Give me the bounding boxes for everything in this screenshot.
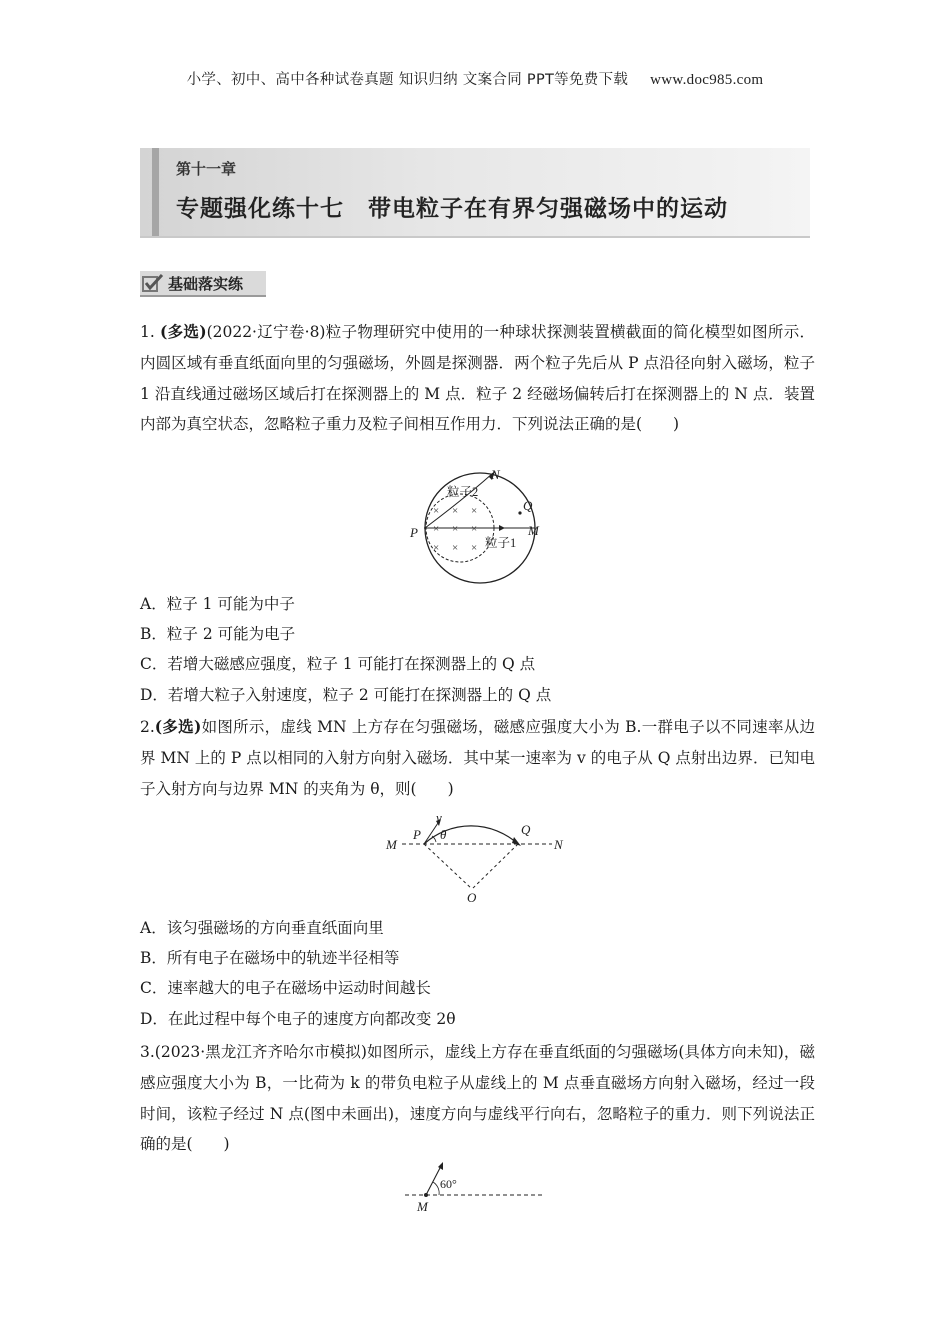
radius-oq: [472, 844, 518, 889]
banner-accent-bar: [152, 148, 159, 236]
label-angle: 60°: [440, 1177, 457, 1191]
label-v: v: [436, 810, 442, 825]
chapter-banner: [140, 148, 810, 238]
question-body: (2023·黑龙江齐齐哈尔市模拟)如图所示，虚线上方存在垂直纸面的匀强磁场(具体方向未知)，磁感应强度大小为 B，一比荷为 k 的带负电粒子从虚线上的 M 点垂直磁场方向射入磁场，经过一段时间，该粒子经过 N 点(图中未画出)，速度方向与虚线平行向右，忽略粒子的重力．则下列说法正确的是( ): [140, 1043, 815, 1154]
chapter-title: 专题强化练十七 带电粒子在有界匀强磁场中的运动: [176, 196, 728, 222]
header-text: 小学、初中、高中各种试卷真题 知识归纳 文案合同 PPT等免费下载: [186, 72, 629, 88]
section-label: 基础落实练: [168, 275, 244, 293]
label-Q: Q: [523, 498, 533, 513]
question-number: 2.: [140, 718, 155, 736]
question-2-text: [140, 712, 815, 804]
option-D[interactable]: D．在此过程中每个电子的速度方向都改变 2θ: [140, 1010, 456, 1028]
question-body: (2022·辽宁卷·8)粒子物理研究中使用的一种球状探测装置横截面的简化模型如图所示．内圆区域有垂直纸面向里的匀强磁场，外圆是探测器．两个粒子先后从 P 点沿径向射入磁场，粒子 1 沿直线通过磁场区域后打在探测器上的 M 点．粒子 2 经磁场偏转后打在探测器上的 N 点．装置内部为真空状态，忽略粒子重力及粒子间相互作用力．下列说法正确的是( ): [140, 323, 816, 434]
option-B[interactable]: B．所有电子在磁场中的轨迹半径相等: [140, 949, 400, 967]
label-Q: Q: [521, 822, 531, 837]
particle-2-path: [425, 473, 493, 528]
question-1-text: [140, 317, 815, 440]
field-mark: ×: [471, 523, 478, 535]
option-C[interactable]: C．若增大磁感应强度，粒子 1 可能打在探测器上的 Q 点: [140, 655, 536, 673]
particle-1-arrow: [499, 525, 505, 531]
question-tag: (多选): [154, 717, 202, 736]
header-url[interactable]: www.doc985.com: [650, 72, 764, 88]
label-particle-2: 粒子2: [447, 485, 479, 499]
question-body: 如图所示，虚线 MN 上方存在匀强磁场，磁感应强度大小为 B.一群电子以不同速率从边界 MN 上的 P 点以相同的入射方向射入磁场．其中某一速率为 v 的电子从 Q 点射出边界．已知电子入射方向与边界 MN 的夹角为 θ，则( ): [140, 718, 815, 798]
question-3-text: [140, 1037, 815, 1160]
label-N: N: [554, 837, 563, 852]
field-mark: ×: [433, 523, 440, 535]
label-O: O: [467, 890, 477, 905]
option-A[interactable]: A．该匀强磁场的方向垂直纸面向里: [140, 919, 384, 937]
field-mark: ×: [433, 542, 440, 554]
label-theta: θ: [440, 827, 447, 842]
label-M: M: [386, 837, 397, 852]
field-mark: ×: [452, 542, 459, 554]
option-A[interactable]: A．粒子 1 可能为中子: [140, 595, 295, 613]
label-N: N: [491, 467, 500, 482]
question-number: 1.: [140, 323, 161, 341]
field-mark: ×: [471, 505, 478, 517]
label-P: P: [413, 827, 421, 842]
angle-arc: [433, 1182, 439, 1195]
field-mark: ×: [433, 505, 440, 517]
label-P: P: [410, 525, 418, 540]
option-C[interactable]: C．速率越大的电子在磁场中运动时间越长: [140, 979, 431, 997]
radius-op: [424, 844, 472, 889]
option-D[interactable]: D．若增大粒子入射速度，粒子 2 可能打在探测器上的 Q 点: [140, 686, 552, 704]
field-mark: ×: [452, 523, 459, 535]
figure-spherical-detector: [395, 463, 555, 588]
question-tag: (多选): [160, 322, 207, 341]
field-mark: ×: [452, 505, 459, 517]
field-mark: ×: [471, 542, 478, 554]
label-particle-1: 粒子1: [485, 536, 517, 550]
velocity-arrow: [438, 1162, 443, 1170]
figure-boundary-mn: [380, 806, 570, 906]
point-m: [424, 1193, 428, 1197]
page-header: [0, 68, 950, 89]
question-number: 3.: [140, 1043, 155, 1061]
chapter-label: 第十一章: [176, 160, 237, 178]
option-B[interactable]: B．粒子 2 可能为电子: [140, 625, 296, 643]
trajectory-arrow: [512, 837, 521, 846]
label-M: M: [528, 523, 539, 538]
checkbox-check-icon: [142, 273, 164, 293]
section-heading: [140, 271, 266, 297]
figure-60-degree-entry: [400, 1158, 550, 1214]
label-M: M: [417, 1199, 428, 1214]
electron-trajectory: [424, 826, 518, 844]
